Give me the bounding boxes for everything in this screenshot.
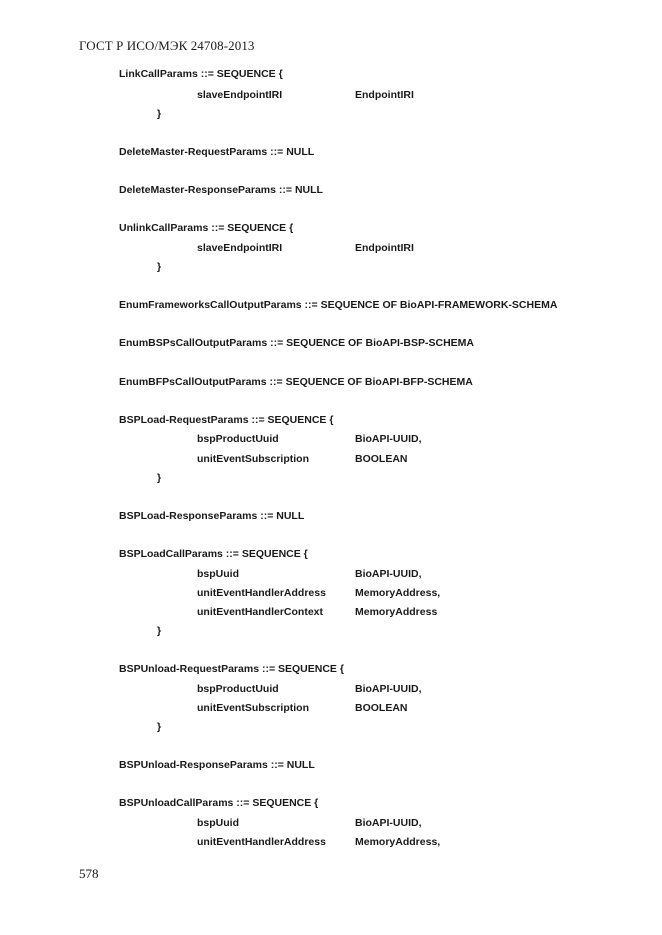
field-type: MemoryAddress [355,606,438,618]
definition-line: EnumBFPsCallOutputParams ::= SEQUENCE OF BioAPI-BFP-SCHEMA [119,376,473,388]
page-number: 578 [79,866,99,881]
field-type: BioAPI-UUID, [355,568,422,580]
field-name: slaveEndpointIRI [197,89,283,101]
definition-line: BSPLoad-ResponseParams ::= NULL [119,510,305,522]
closing-brace: } [157,261,162,273]
closing-brace: } [157,108,162,120]
field-type: MemoryAddress, [355,587,441,599]
field-name: slaveEndpointIRI [197,242,283,254]
page-header: ГОСТ Р ИСО/МЭК 24708-2013 [79,38,255,53]
field-name: bspUuid [197,817,239,829]
field-type: BOOLEAN [355,702,408,714]
definition-line: BSPLoadCallParams ::= SEQUENCE { [119,548,308,560]
field-type: BOOLEAN [355,453,408,465]
field-type: EndpointIRI [355,89,414,101]
field-type: BioAPI-UUID, [355,433,422,445]
field-name: unitEventHandlerAddress [197,587,326,599]
field-name: unitEventSubscription [197,702,310,714]
field-type: BioAPI-UUID, [355,817,422,829]
definition-line: UnlinkCallParams ::= SEQUENCE { [119,222,294,234]
definition-line: LinkCallParams ::= SEQUENCE { [119,68,283,80]
field-name: bspProductUuid [197,683,279,695]
definition-line: BSPUnload-RequestParams ::= SEQUENCE { [119,663,344,675]
field-type: EndpointIRI [355,242,414,254]
definition-line: EnumFrameworksCallOutputParams ::= SEQUENCE OF BioAPI-FRAMEWORK-SCHEMA [119,299,558,311]
field-name: bspProductUuid [197,433,279,445]
field-name: unitEventHandlerContext [197,606,324,618]
closing-brace: } [157,472,162,484]
definition-line: DeleteMaster-RequestParams ::= NULL [119,146,315,158]
definition-line: BSPUnload-ResponseParams ::= NULL [119,759,315,771]
definition-line: DeleteMaster-ResponseParams ::= NULL [119,184,323,196]
definition-line: EnumBSPsCallOutputParams ::= SEQUENCE OF BioAPI-BSP-SCHEMA [119,337,475,349]
field-name: unitEventHandlerAddress [197,836,326,848]
field-type: BioAPI-UUID, [355,683,422,695]
closing-brace: } [157,721,162,733]
definition-line: BSPLoad-RequestParams ::= SEQUENCE { [119,414,334,426]
field-name: unitEventSubscription [197,453,310,465]
field-type: MemoryAddress, [355,836,441,848]
closing-brace: } [157,625,162,637]
definition-line: BSPUnloadCallParams ::= SEQUENCE { [119,797,319,809]
field-name: bspUuid [197,568,239,580]
